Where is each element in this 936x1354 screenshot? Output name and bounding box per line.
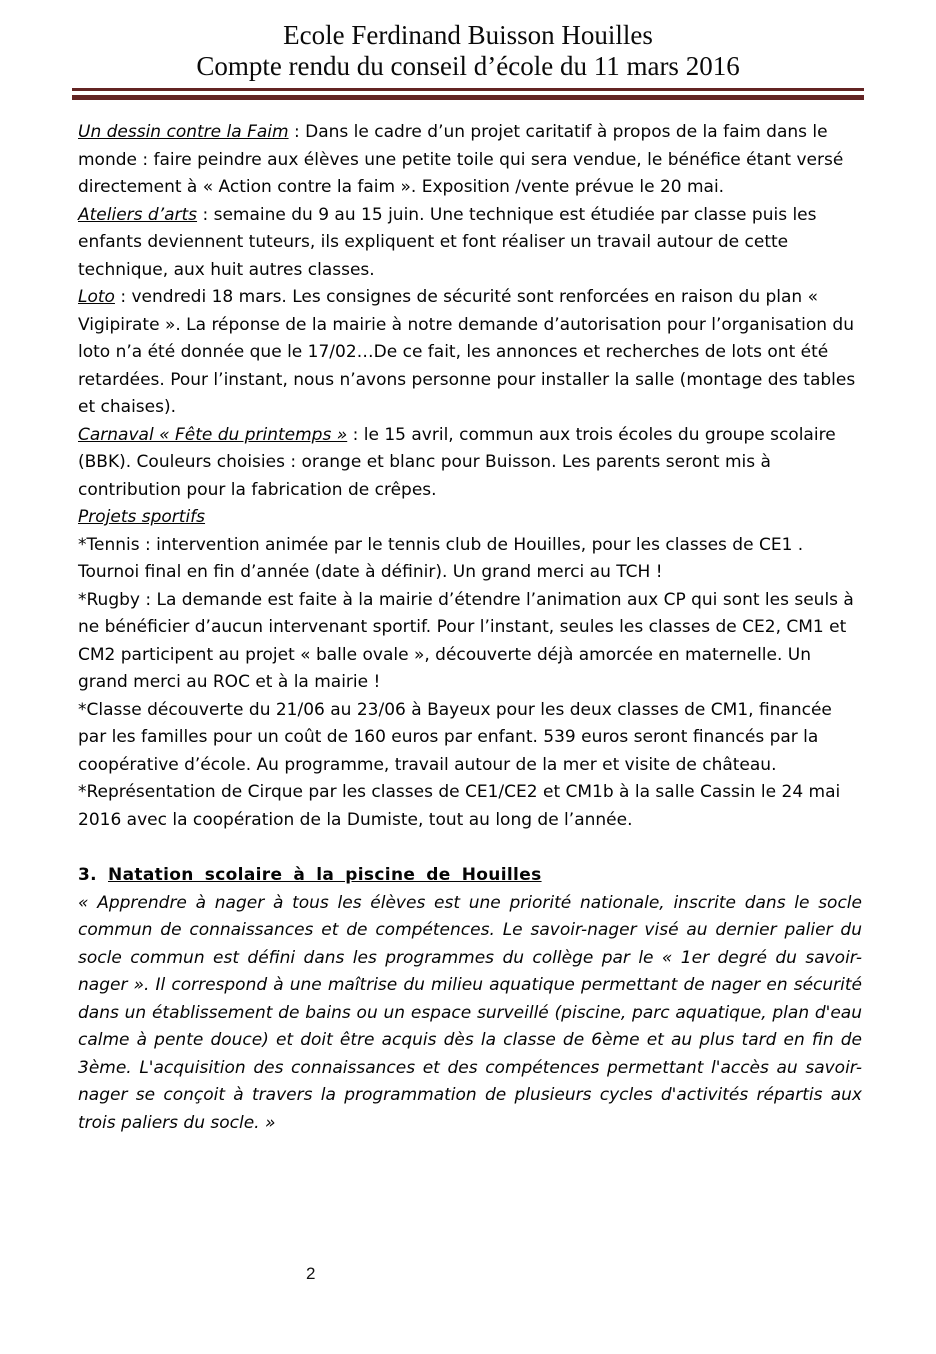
topic-text: *Classe découverte du 21/06 au 23/06 à Bayeux pour les deux classes de CM1, financée par les familles pour un coût de 160 euros par enfant. 539 euros seront financés par la coopérative d’école. Au programme, travail autour de la mer et visite de château. (78, 699, 832, 775)
page-number: 2 (306, 1264, 316, 1283)
natation-quote: « Apprendre à nager à tous les élèves est une priorité nationale, inscrite dans le socle commun de connaissances et de compétences. Le savoir-nager visé au dernier palier du socle commun est défini dans les programmes du collège par le « 1er degré du savoir-nager ». Il correspond à une maîtrise du milieu aquatique permettant de nager en sécurité dans un établissement de bains ou un espace surveillé (piscine, parc aquatique, plan d'eau calme à pente douce) et doit être acquis dès la classe de 6ème et au plus tard en fin de 3ème. L'acquisition des connaissances et des compétences permettant l'accès au savoir-nager se conçoit à travers la programmation de plusieurs cycles d'activités répartis aux trois paliers du socle. » (78, 892, 862, 1133)
para-loto (78, 284, 862, 422)
para-projets-sportifs (78, 504, 862, 532)
topic-text: le 15 avril, commun aux trois écoles du groupe scolaire (BBK). Couleurs choisies : orange et blanc pour Buisson. Les parents seront mis à contribution pour la fabrication de crêpes. (78, 424, 836, 500)
topic-label: Projets sportifs (78, 507, 206, 527)
topic-separator: : (347, 424, 364, 445)
topic-text: Dans le cadre d’un projet caritatif à propos de la faim dans le monde : faire peindre aux élèves une petite toile qui sera vendue, le bénéfice étant versé directement à « Action contre la faim ». Exposition /vente prévue le 20 mai. (78, 122, 844, 197)
topic-separator: : (197, 204, 214, 225)
school-title: Ecole Ferdinand Buisson Houilles (283, 20, 653, 50)
topic-text: *Tennis : intervention animée par le tennis club de Houilles, pour les classes de CE1 . Tournoi final en fin d’année (date à définir). Un grand merci au TCH ! (78, 534, 804, 582)
para-representation-cirque (78, 779, 862, 834)
para-classe-decouverte (78, 697, 862, 780)
topic-text: semaine du 9 au 15 juin. Une technique est étudiée par classe puis les enfants deviennent tuteurs, ils expliquent et font réaliser un travail autour de cette technique, aux huit autres classes. (78, 204, 817, 280)
topic-text: *Représentation de Cirque par les classes de CE1/CE2 et CM1b à la salle Cassin le 24 mai 2016 avec la coopération de la Dumiste, tout au long de l’année. (78, 782, 841, 830)
topic-label: Ateliers d’arts (78, 204, 198, 225)
para-ateliers-arts (78, 202, 862, 285)
para-carnaval (78, 422, 862, 505)
section-number: 3. (78, 865, 97, 885)
section-3-heading (78, 862, 862, 890)
header-divider-rule (72, 88, 864, 100)
topic-separator: : (288, 122, 306, 142)
para-rugby (78, 587, 862, 697)
section-title: Natation scolaire à la piscine de Houilles (108, 865, 542, 885)
document-subtitle: Compte rendu du conseil d’école du 11 mars 2016 (196, 51, 740, 81)
topic-label: Un dessin contre la Faim (78, 122, 289, 142)
para-tennis (78, 532, 862, 587)
topic-text: *Rugby : La demande est faite à la mairie d’étendre l’animation aux CP qui sont les seuls à ne bénéficier d’aucun intervenant sportif. Pour l’instant, seules les classes de CE2, CM1 et CM2 participent au projet « balle ovale », découverte déjà amorcée en maternelle. Un grand merci au ROC et à la mairie ! (78, 589, 854, 692)
document-header (0, 0, 936, 82)
topic-label: Loto (78, 287, 115, 307)
topic-text: vendredi 18 mars. Les consignes de sécurité sont renforcées en raison du plan « Vigipirate ». La réponse de la mairie à notre demande d’autorisation pour l’organisation du loto n’a été donnée que le 17/02…De ce fait, les annonces et recherches de lots ont été retardées. Pour l’instant, nous n’avons personne pour installer la salle (montage des tables et chaises). (78, 287, 856, 417)
topic-label: Carnaval « Fête du printemps » (78, 424, 348, 445)
topic-separator: : (114, 287, 132, 307)
document-body (78, 119, 862, 1137)
para-dessin-contre-la-faim (78, 119, 862, 202)
